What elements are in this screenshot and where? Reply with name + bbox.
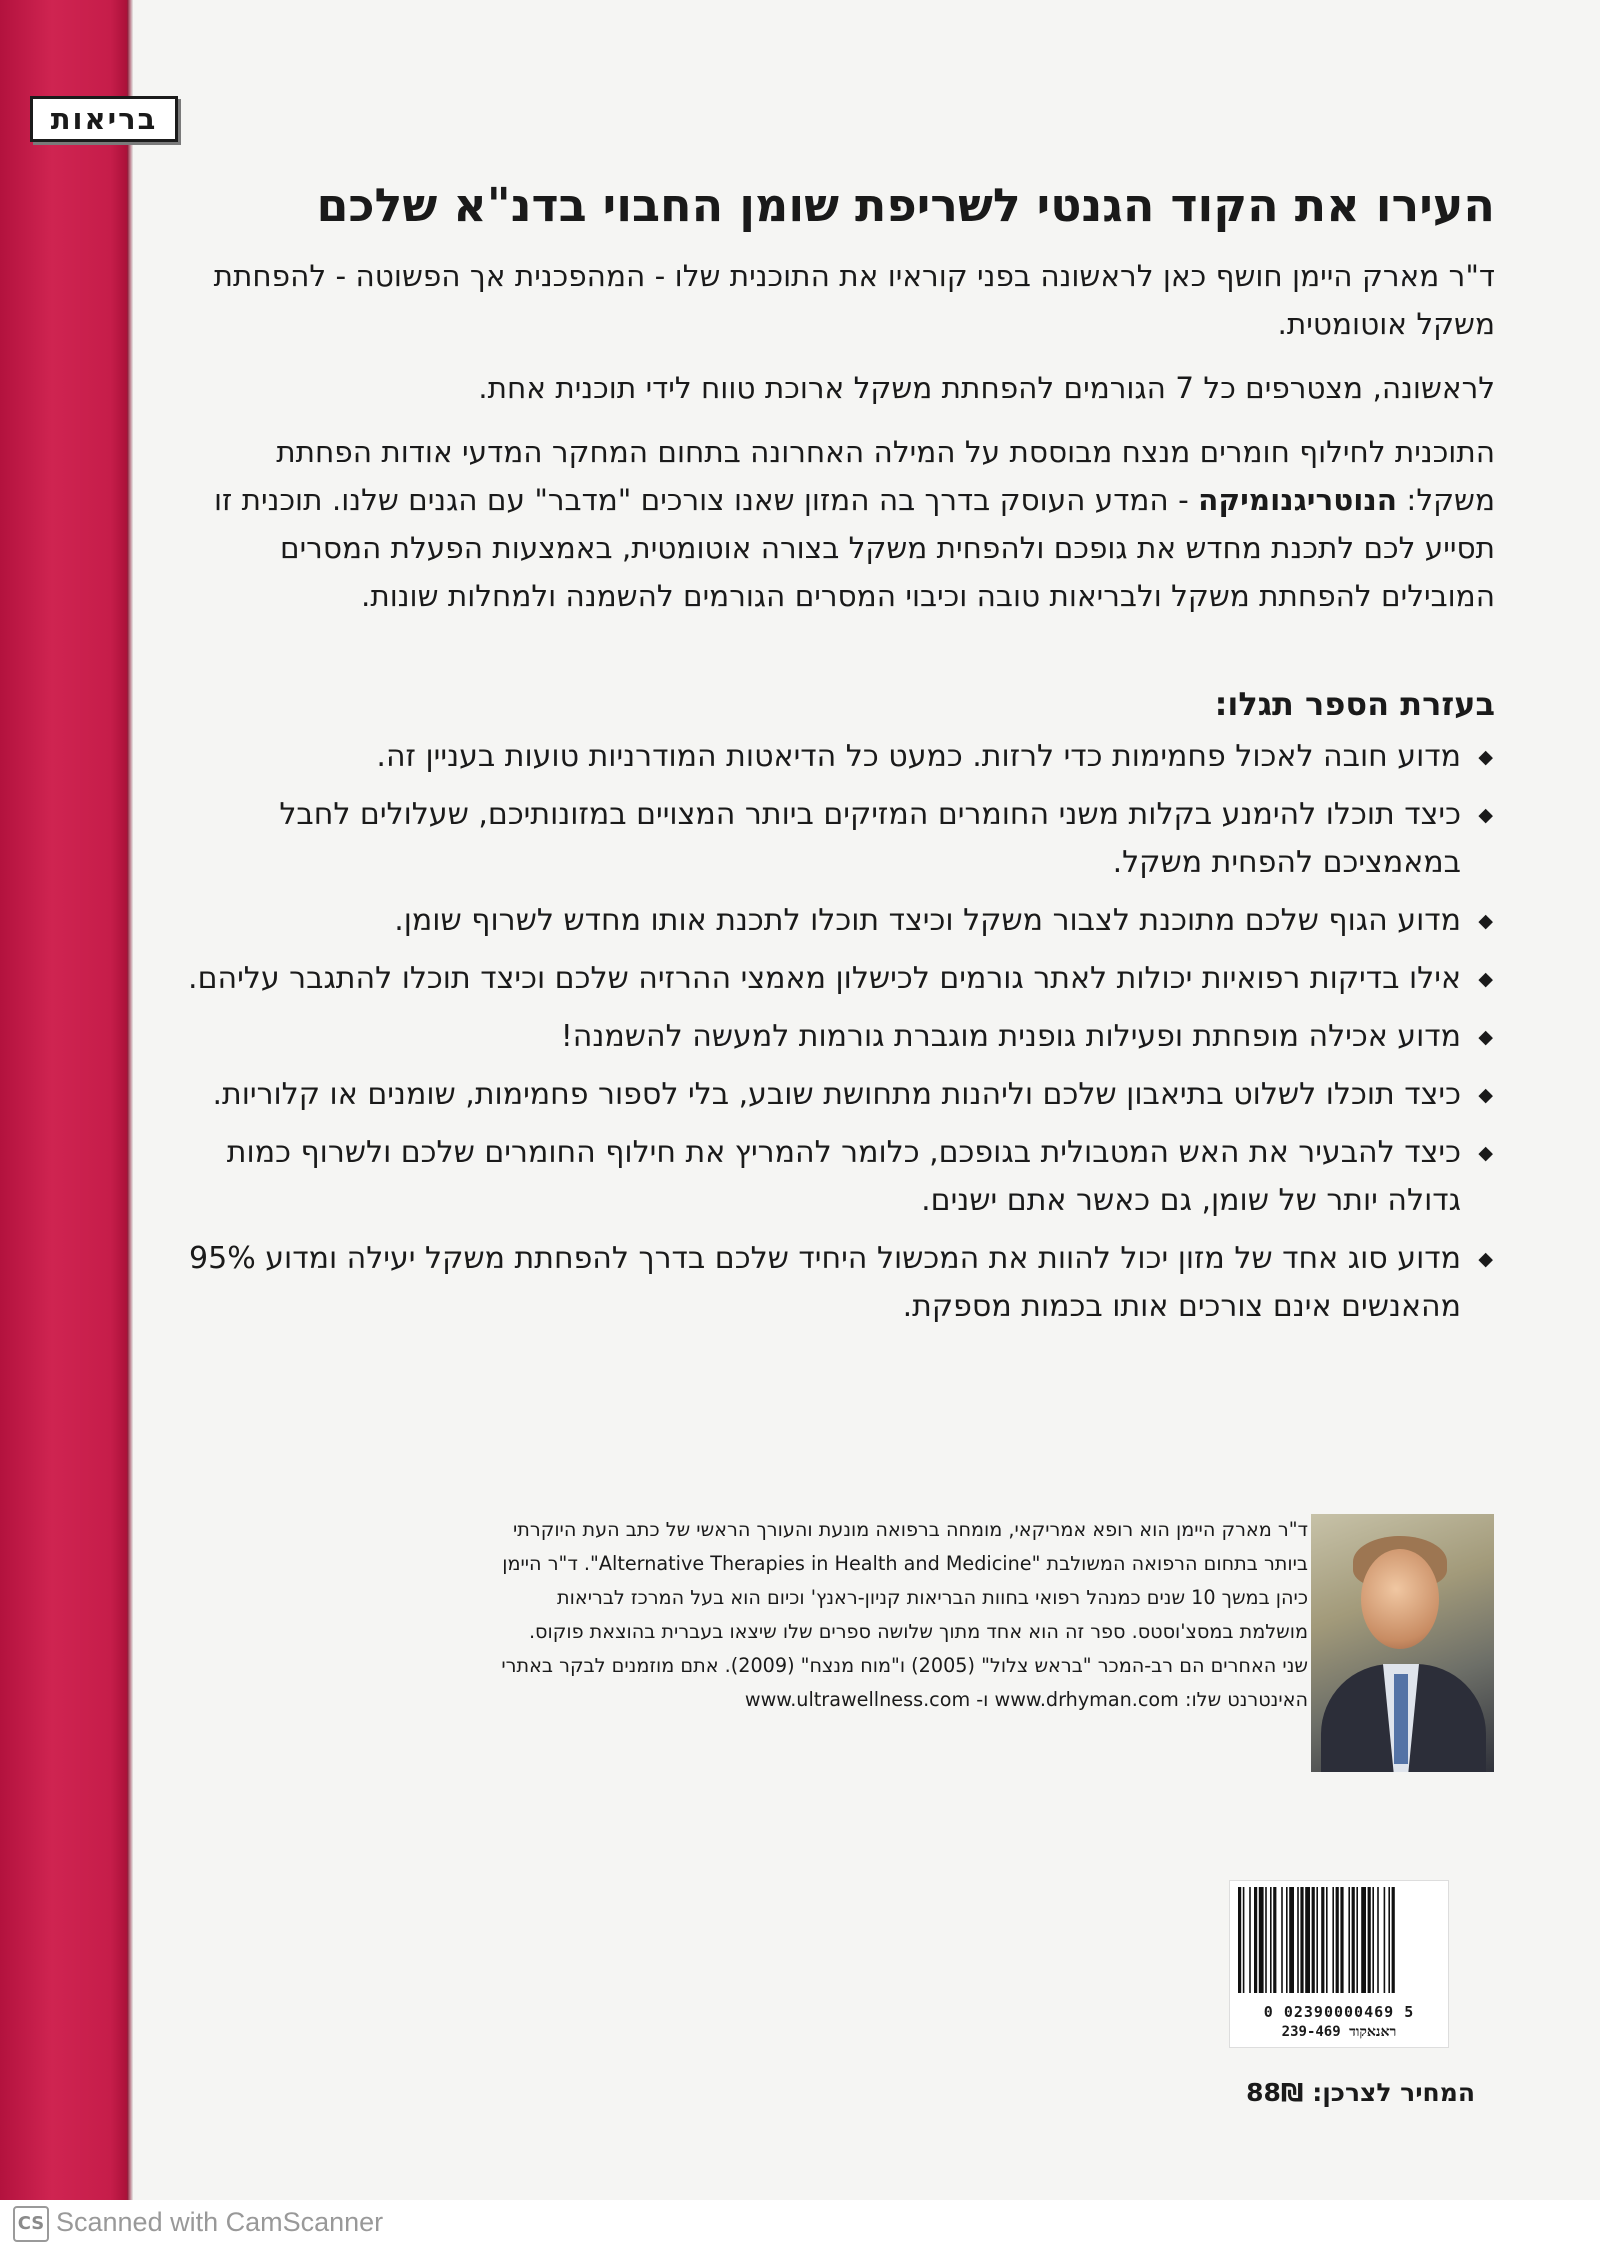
learn-heading: בעזרת הספר תגלו: bbox=[1214, 685, 1495, 723]
camscanner-watermark: Scanned with CamScanner bbox=[56, 2207, 384, 2237]
and-connector: ו- bbox=[970, 1688, 995, 1711]
author-bio-part2: . ד"ר היימן כיהן במשך 10 שנים כמנהל רפואי בחוות הבריאות קניון-ראנץ' וכיום הוא בעל המרכז לבריאות מושלמת במסצ'וסטס. ספר זה הוא אחד מתוך שלושה ספרים שלו שיצאו בעברית בהוצאת פוקוס. שני האחרים הם רב-המכר "בראש צלול" (2005) ו"מוח מנצח" (2009). אתם מוזמנים לבקר באתרי האינטרנט שלו: bbox=[501, 1552, 1308, 1711]
book-spine bbox=[0, 0, 130, 2200]
headline: העירו את הקוד הגנטי לשריפת שומן החבוי בדנ"א שלכם bbox=[316, 178, 1495, 232]
barcode-bars bbox=[1236, 1887, 1442, 1999]
author-photo bbox=[1311, 1514, 1494, 1772]
bullet-item: ◆ מדוע אכילה מופחתת ופעילות גופנית מוגברת גורמות למעשה להשמנה! bbox=[185, 1013, 1495, 1061]
author-bio bbox=[500, 1513, 1308, 1717]
intro-p3-end: - המדע העוסק בדרך בה המזון שאנו צורכים "מדבר" עם הגנים שלנו. תוכנית זו תסייע לכם לתכנת מחדש את גופכם ולהפחית משקל בצורה אוטומטית, באמצעות הפעלת המסרים המובילים להפחתת משקל ולבריאות טובה וכיבוי המסרים הגורמים להשמנה ולמחלות שונות. bbox=[214, 483, 1495, 613]
category-tag: בריאות bbox=[30, 96, 178, 142]
bullet-item: ◆ אילו בדיקות רפואיות יכולות לאתר גורמים לכישלון מאמצי ההרזיה שלכם וכיצד תוכלו להתגבר עליהם. bbox=[185, 955, 1495, 1003]
photo-tie bbox=[1394, 1674, 1408, 1764]
barcode bbox=[1229, 1880, 1449, 2048]
bullet-item: ◆ מדוע הגוף שלכם מתוכנת לצבור משקל וכיצד תוכלו לתכנת אותו מחדש לשרוף שומן. bbox=[185, 897, 1495, 945]
bullet-item: ◆ כיצד תוכלו לשלוט בתיאבון שלכם וליהנות מתחושת שובע, בלי לספור פחמימות, שומנים או קלוריות. bbox=[185, 1071, 1495, 1119]
price-label: המחיר לצרכן: 88₪ bbox=[1246, 2078, 1475, 2107]
journal-name: "Alternative Therapies in Health and Medicine" bbox=[590, 1552, 1041, 1575]
intro-paragraph-3 bbox=[185, 428, 1495, 620]
intro-paragraph-1: ד"ר מארק היימן חושף כאן לראשונה בפני קוראיו את התוכנית שלו - המהפכנית אך הפשוטה - להפחתת משקל אוטומטית. bbox=[213, 259, 1495, 341]
spine-edge bbox=[127, 0, 133, 2200]
photo-face bbox=[1361, 1549, 1439, 1649]
camscanner-logo-icon: CS bbox=[13, 2206, 49, 2242]
barcode-subtext: ראנאקוד 239-469 bbox=[1281, 2024, 1397, 2040]
intro-p3-start: התוכנית לחילוף חומרים מנצח מבוססת על המילה האחרונה בתחום המחקר המדעי אודות הפחתת משקל: bbox=[276, 435, 1495, 517]
author-bio-part1: ד"ר מארק היימן הוא רופא אמריקאי, מומחה ברפואה מונעת והעורך הראשי של כתב העת היוקרתי ביותר בתחום הרפואה המשולבת bbox=[512, 1518, 1308, 1575]
intro-text bbox=[185, 252, 1495, 636]
website-link-drhyman[interactable]: www.drhyman.com bbox=[994, 1688, 1179, 1711]
barcode-number: 0 02390000469 5 bbox=[1263, 2003, 1415, 2021]
intro-paragraph-2: לראשונה, מצטרפים כל 7 הגורמים להפחתת משקל ארוכת טווח לידי תוכנית אחת. bbox=[478, 371, 1495, 405]
bullet-item: ◆ מדוע חובה לאכול פחמימות כדי לרזות. כמעט כל הדיאטות המודרניות טועות בעניין זה. bbox=[185, 733, 1495, 781]
bullet-item: ◆ כיצד להבעיר את האש המטבולית בגופכם, כלומר להמריץ את חילוף החומרים שלכם ולשרוף כמות גדולה יותר של שומן, גם כאשר אתם ישנים. bbox=[185, 1129, 1495, 1225]
bullet-item: ◆ מדוע סוג אחד של מזון יכול להוות את המכשול היחיד שלכם בדרך להפחתת משקל יעילה ומדוע 95% מהאנשים אינם צורכים אותו בכמות מספקת. bbox=[185, 1235, 1495, 1331]
nutrigenomics-term: הנוטריגנומיקה bbox=[1198, 483, 1398, 517]
website-link-ultrawellness[interactable]: www.ultrawellness.com bbox=[744, 1688, 971, 1711]
bullet-list bbox=[185, 733, 1495, 1341]
bullet-item: ◆ כיצד תוכלו להימנע בקלות משני החומרים המזיקים ביותר המצויים במזונותיכם, שעלולים לחבל במאמציכם להפחית משקל. bbox=[185, 791, 1495, 887]
